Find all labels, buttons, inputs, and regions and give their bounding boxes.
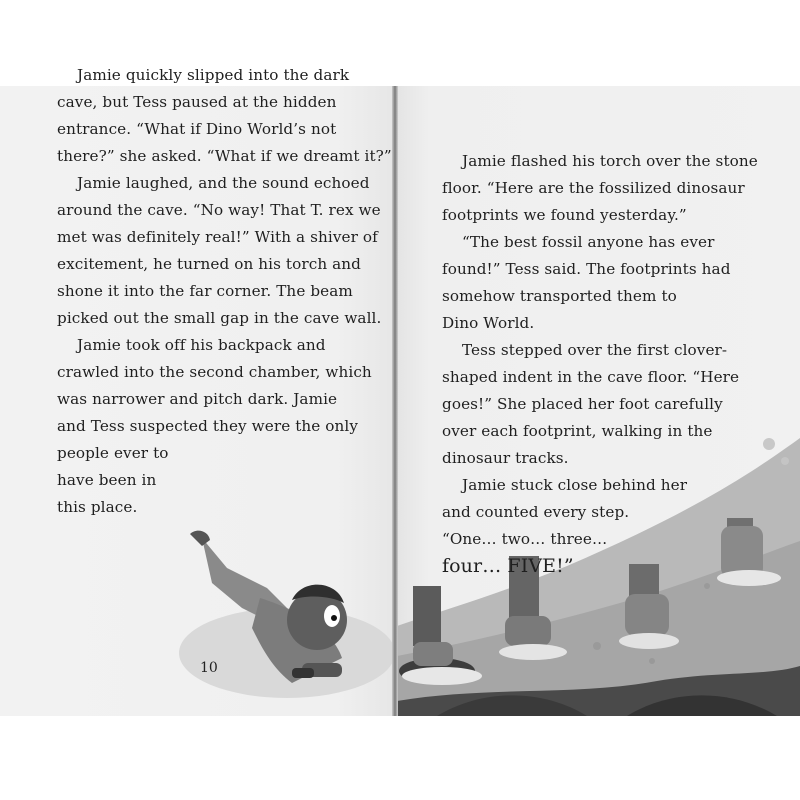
text-line: found!” Tess said. The footprints had — [442, 260, 731, 278]
paragraph — [442, 148, 758, 229]
text-line: footprints we found yesterday.” — [442, 206, 687, 224]
text-line: somehow transported them to — [442, 287, 677, 305]
counting-line: four… FIVE!” — [442, 555, 574, 577]
text-line: met was definitely real!” With a shiver of — [57, 228, 378, 246]
text-line: floor. “Here are the fossilized dinosaur — [442, 179, 745, 197]
text-line: Jamie quickly slipped into the dark — [77, 66, 350, 84]
text-line: Jamie laughed, and the sound echoed — [77, 174, 370, 192]
paragraph — [57, 332, 372, 521]
text-line: over each footprint, walking in the — [442, 422, 713, 440]
text-line: excitement, he turned on his torch and — [57, 255, 361, 273]
text-line: there?” she asked. “What if we dreamt it?” — [57, 147, 392, 165]
text-line: goes!” She placed her foot carefully — [442, 395, 723, 413]
text-line: dinosaur tracks. — [442, 449, 569, 467]
text-line: cave, but Tess paused at the hidden — [57, 93, 337, 111]
text-line: Jamie took off his backpack and — [77, 336, 326, 354]
text-line: and counted every step. — [442, 503, 630, 521]
text-line: around the cave. “No way! That T. rex we — [57, 201, 381, 219]
text-line: Jamie flashed his torch over the stone — [462, 152, 758, 170]
text-line: people ever to — [57, 444, 169, 462]
paragraph — [442, 526, 742, 553]
paragraph — [57, 170, 382, 332]
paragraph — [57, 62, 392, 170]
page-number: 10 — [200, 660, 218, 676]
counting-line: “One… two… three… — [442, 530, 608, 548]
text-line: picked out the small gap in the cave wall. — [57, 309, 382, 327]
text-line: and Tess suspected they were the only — [57, 417, 359, 435]
right-page-text — [442, 148, 758, 580]
paragraph — [442, 553, 742, 580]
text-line: have been in — [57, 471, 157, 489]
book-gutter — [392, 86, 398, 716]
text-line: this place. — [57, 498, 138, 516]
paragraph — [442, 229, 742, 337]
left-page-text — [57, 62, 392, 521]
text-line: entrance. “What if Dino World’s not — [57, 120, 337, 138]
text-line: Tess stepped over the first clover- — [462, 341, 728, 359]
text-line: “The best fossil anyone has ever — [462, 233, 715, 251]
paragraph — [442, 472, 742, 526]
text-line: Jamie stuck close behind her — [462, 476, 688, 494]
text-line: Dino World. — [442, 314, 535, 332]
text-line: shaped indent in the cave floor. “Here — [442, 368, 740, 386]
paragraph — [442, 337, 742, 472]
text-line: was narrower and pitch dark. Jamie — [57, 390, 338, 408]
text-line: crawled into the second chamber, which — [57, 363, 372, 381]
text-line: shone it into the far corner. The beam — [57, 282, 353, 300]
